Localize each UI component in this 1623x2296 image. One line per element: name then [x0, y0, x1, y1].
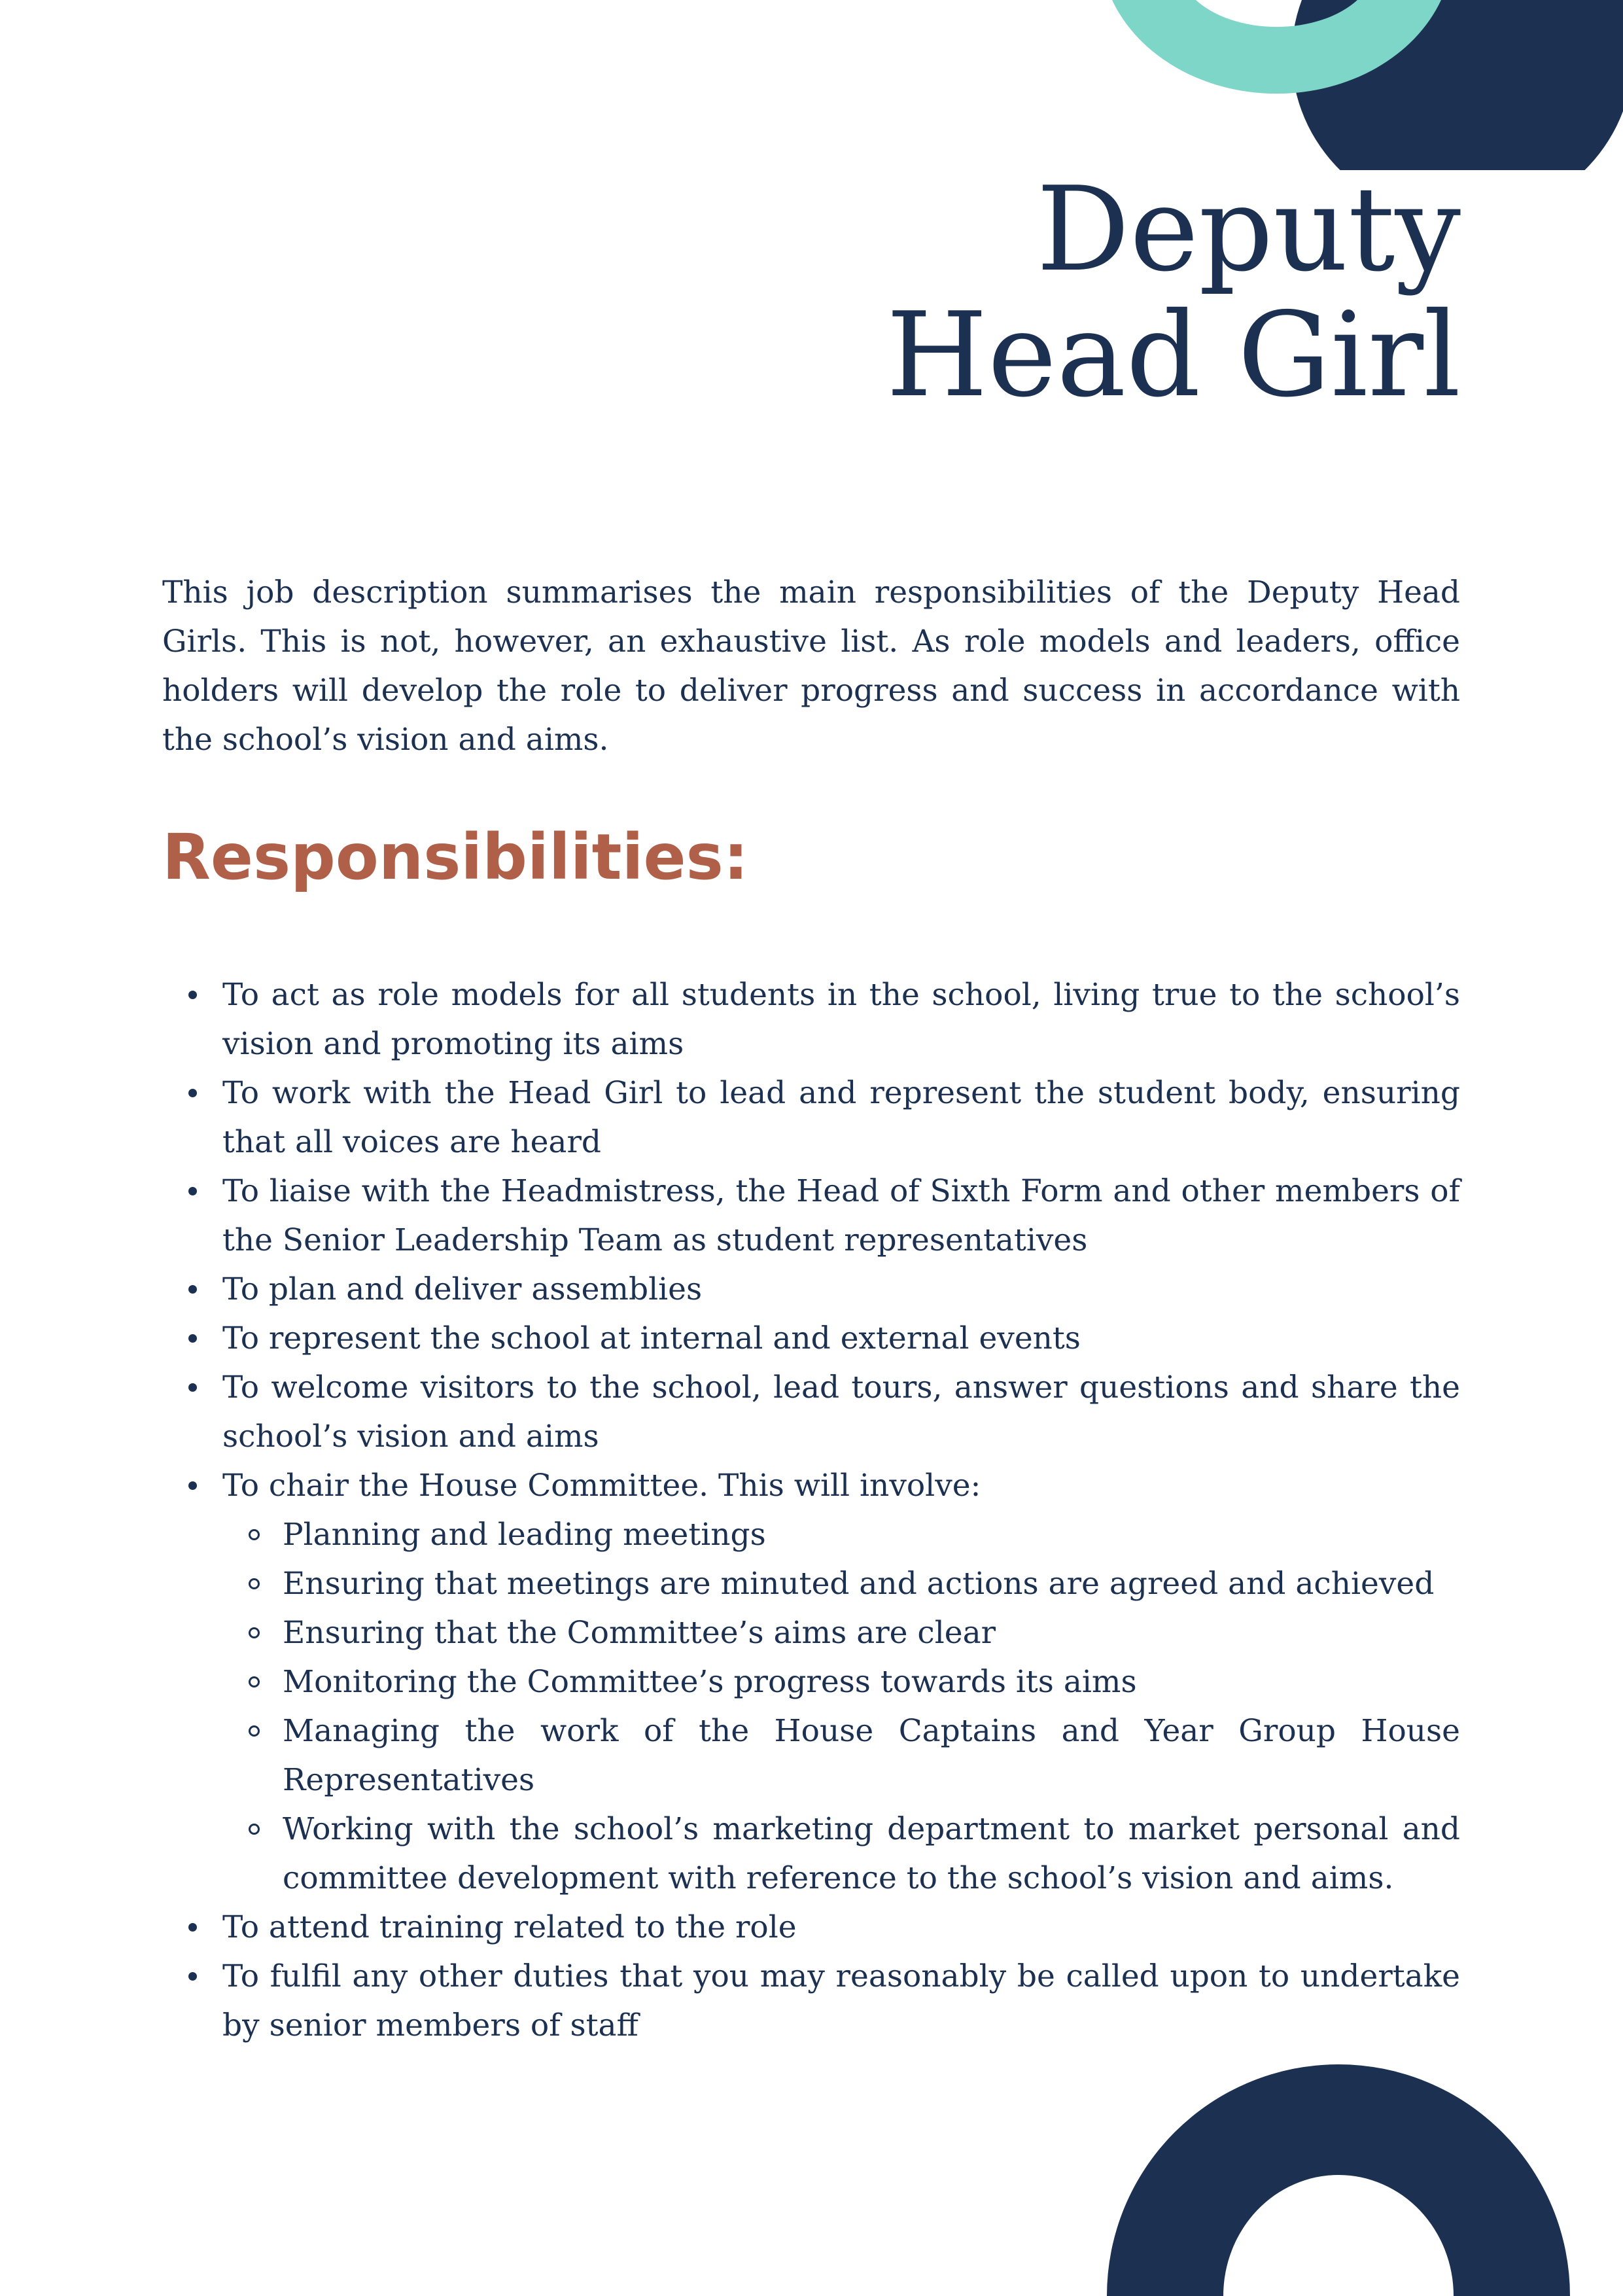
list-item-text: To chair the House Committee. This will involve: [222, 1468, 981, 1504]
sub-list-item: Planning and leading meetings [283, 1510, 1460, 1559]
sub-list-item: Ensuring that meetings are minuted and actions are agreed and achieved [283, 1559, 1460, 1608]
list-item: To attend training related to the role [222, 1903, 1460, 1952]
sub-list-item: Working with the school’s marketing department to market personal and committee development with reference to the school’s vision and aims. [283, 1805, 1460, 1903]
list-item: To fulfil any other duties that you may reasonably be called upon to undertake by senior members of staff [222, 1952, 1460, 2050]
responsibilities-heading: Responsibilities: [162, 821, 749, 894]
list-item: To liaise with the Headmistress, the Head of Sixth Form and other members of the Senior Leadership Team as student representatives [222, 1167, 1460, 1265]
list-item: To act as role models for all students in the school, living true to the school’s vision and promoting its aims [222, 970, 1460, 1069]
sub-list-item: Monitoring the Committee’s progress towards its aims [283, 1657, 1460, 1706]
list-item: To welcome visitors to the school, lead tours, answer questions and share the school’s vision and aims [222, 1363, 1460, 1461]
intro-paragraph: This job description summarises the main responsibilities of the Deputy Head Girls. This is not, however, an exhaustive list. As role models and leaders, office holders will develop the role to deliver progress and success in accordance with the school’s vision and aims. [162, 574, 1460, 758]
sub-list-item: Managing the work of the House Captains and Year Group House Representatives [283, 1706, 1460, 1805]
house-committee-sublist [222, 1510, 1460, 1903]
page-title [886, 162, 1461, 423]
list-item: To plan and deliver assemblies [222, 1265, 1460, 1314]
list-item-house-committee [222, 1461, 1460, 1903]
bottom-right-arch-decoration [1099, 2055, 1577, 2296]
title-line-1: Deputy [1036, 162, 1461, 297]
sub-list-item: Ensuring that the Committee’s aims are clear [283, 1608, 1460, 1657]
title-line-2: Head Girl [886, 287, 1461, 423]
responsibilities-list [162, 970, 1460, 2050]
top-right-decoration [1099, 0, 1623, 170]
list-item: To represent the school at internal and external events [222, 1314, 1460, 1363]
list-item: To work with the Head Girl to lead and represent the student body, ensuring that all voices are heard [222, 1069, 1460, 1167]
